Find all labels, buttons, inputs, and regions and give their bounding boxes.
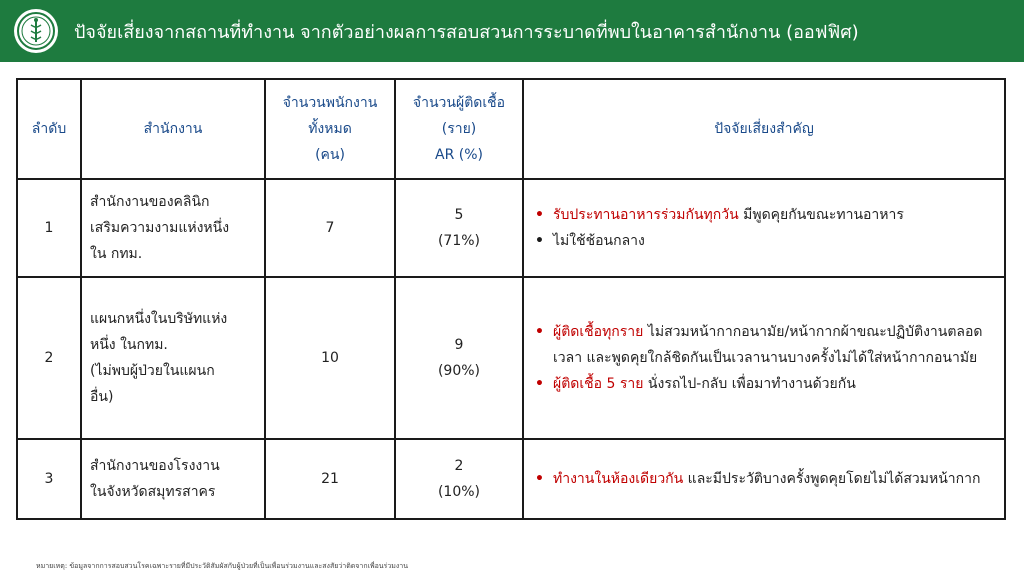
ministry-emblem-icon	[14, 9, 58, 53]
column-header-employees-line: ทั้งหมด	[308, 121, 352, 137]
risk-item	[535, 371, 995, 397]
risk-highlight: ผู้ติดเชื้อทุกราย	[553, 324, 644, 340]
cell-office	[81, 277, 265, 439]
cell-risk	[523, 179, 1005, 277]
cell-employees: 7	[265, 179, 395, 277]
cell-infected	[395, 439, 523, 519]
attack-rate: (90%)	[437, 363, 481, 379]
cell-risk	[523, 439, 1005, 519]
office-line: สำนักงานของคลินิก	[90, 194, 210, 210]
column-header-infected-line: จำนวนผู้ติดเชื้อ	[412, 95, 506, 111]
office-line: เสริมความงามแห่งหนึ่ง	[90, 220, 230, 236]
risk-factor-table	[16, 78, 1006, 520]
table-row	[17, 439, 1005, 519]
office-line: อื่น)	[90, 389, 114, 405]
risk-item	[535, 319, 995, 371]
column-header-employees-line: (คน)	[315, 147, 345, 163]
risk-text: มีพูดคุยกันขณะทานอาหาร	[738, 207, 904, 223]
risk-item	[535, 202, 995, 228]
office-line: (ไม่พบผู้ป่วยในแผนก	[90, 363, 215, 379]
column-header-infected	[395, 79, 523, 179]
cell-employees: 21	[265, 439, 395, 519]
office-line: สำนักงานของโรงงาน	[90, 458, 220, 474]
cell-order: 2	[17, 277, 81, 439]
cell-office	[81, 439, 265, 519]
column-header-risk: ปัจจัยเสี่ยงสำคัญ	[523, 79, 1005, 179]
risk-factor-table-container	[16, 78, 1006, 520]
attack-rate: (71%)	[437, 233, 481, 249]
cell-risk	[523, 277, 1005, 439]
column-header-employees	[265, 79, 395, 179]
infected-count: 2	[454, 458, 464, 474]
risk-list	[525, 466, 1003, 492]
page-title: ปัจจัยเสี่ยงจากสถานที่ทำงาน จากตัวอย่างผลการสอบสวนการระบาดที่พบในอาคารสำนักงาน (ออฟฟิศ)	[74, 21, 859, 43]
cell-infected	[395, 277, 523, 439]
column-header-order: ลำดับ	[17, 79, 81, 179]
table-header-row	[17, 79, 1005, 179]
footnote: หมายเหตุ: ข้อมูลจากการสอบสวนโรคเฉพาะรายที่มีประวัติสัมผัสกับผู้ป่วยที่เป็นเพื่อนร่วมงานและสงสัยว่าติดจากเพื่อนร่วมงาน	[36, 562, 408, 570]
risk-text: และมีประวัติบางครั้งพูดคุยโดยไม่ได้สวมหน้ากาก	[683, 471, 981, 487]
risk-text: ไม่สวมหน้ากากอนามัย/หน้ากากผ้าขณะปฏิบัติงานตลอดเวลา และพูดคุยใกล้ชิดกันเป็นเวลานานบางครั้งไม่ได้ใส่หน้ากากอนามัย	[553, 324, 983, 366]
column-header-infected-line: (ราย)	[441, 121, 477, 137]
column-header-office: สำนักงาน	[81, 79, 265, 179]
office-line: ในจังหวัดสมุทรสาคร	[90, 484, 216, 500]
risk-list	[525, 202, 1003, 254]
office-line: ใน กทม.	[90, 246, 143, 262]
risk-item	[535, 466, 995, 492]
risk-highlight: รับประทานอาหารร่วมกันทุกวัน	[553, 207, 739, 223]
attack-rate: (10%)	[437, 484, 481, 500]
cell-infected	[395, 179, 523, 277]
risk-highlight: ทำงานในห้องเดียวกัน	[553, 471, 684, 487]
cell-order: 1	[17, 179, 81, 277]
table-row	[17, 179, 1005, 277]
infected-count: 5	[454, 207, 464, 223]
office-line: หนึ่ง ในกทม.	[90, 337, 168, 353]
cell-order: 3	[17, 439, 81, 519]
table-row	[17, 277, 1005, 439]
column-header-employees-line: จำนวนพนักงาน	[282, 95, 378, 111]
cell-office	[81, 179, 265, 277]
risk-item	[535, 228, 995, 254]
infected-count: 9	[454, 337, 464, 353]
header-bar	[0, 0, 1024, 62]
risk-text: นั่งรถไป-กลับ เพื่อมาทำงานด้วยกัน	[643, 376, 856, 392]
cell-employees: 10	[265, 277, 395, 439]
risk-text: ไม่ใช้ช้อนกลาง	[553, 233, 645, 249]
risk-highlight: ผู้ติดเชื้อ 5 ราย	[553, 376, 644, 392]
office-line: แผนกหนึ่งในบริษัทแห่ง	[90, 311, 228, 327]
column-header-infected-line: AR (%)	[435, 147, 483, 163]
risk-list	[525, 319, 1003, 397]
